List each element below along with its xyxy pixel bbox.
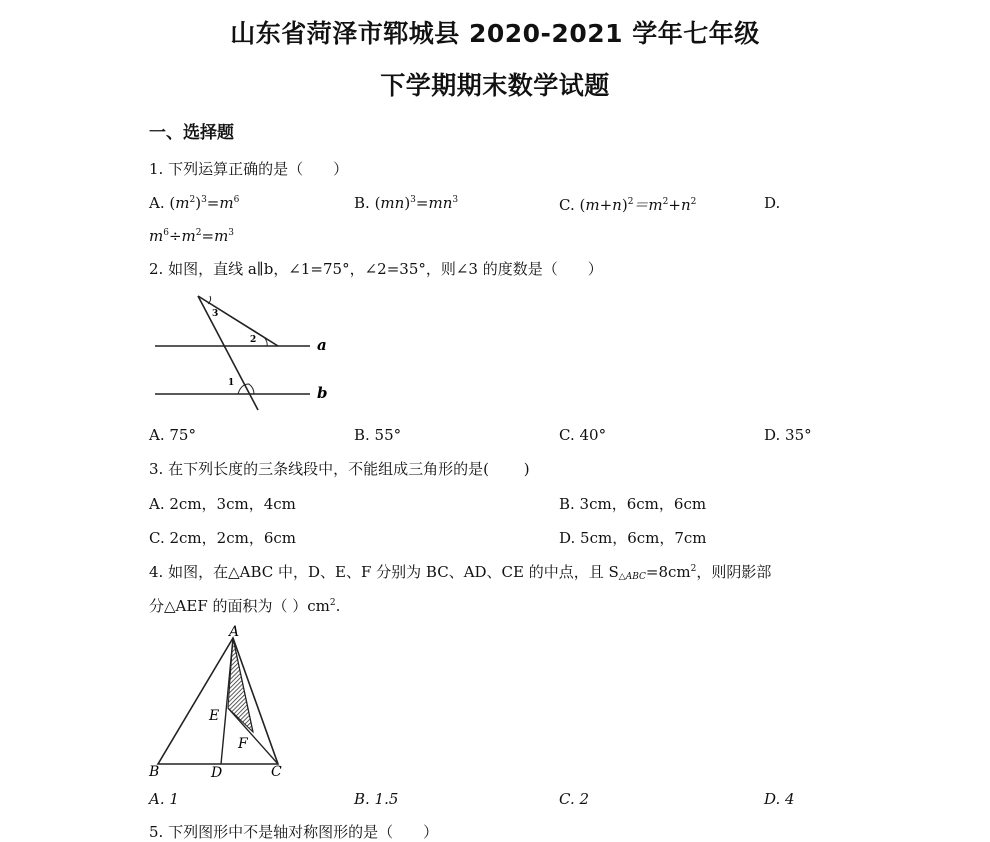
point-d-label: D (211, 765, 223, 781)
line-b-label: b (317, 384, 328, 402)
angle-3-label: 3 (212, 309, 219, 319)
point-c-label: C (271, 764, 282, 780)
question-2-option-d: D. 35° (764, 426, 812, 444)
section-heading: 一、选择题 (149, 123, 234, 143)
question-3-option-d: D. 5cm，6cm，7cm (559, 529, 707, 547)
transversal-line (198, 296, 258, 410)
question-5-stem-cutoff: 5. 下列图形中不是轴对称图形的是（ ） (149, 823, 439, 841)
segment-ec (228, 708, 278, 764)
question-2-stem: 2. 如图，直线 a∥b，∠1=75°，∠2=35°，则∠3 的度数是（ ） (149, 260, 603, 278)
question-2-option-c: C. 40° (559, 426, 607, 444)
question-4-option-a: A. 1 (149, 790, 179, 808)
question-3-option-c: C. 2cm，2cm，6cm (149, 529, 296, 547)
angle-1-label: 1 (228, 378, 235, 388)
triangle-abc (158, 638, 278, 764)
triangle-side (198, 296, 278, 346)
point-e-label: E (209, 708, 220, 724)
question-1-stem: 1. 下列运算正确的是（ ） (149, 160, 349, 178)
point-f-label: F (238, 736, 248, 752)
point-b-label: B (149, 764, 160, 780)
question-4-option-b: B. 1.5 (354, 790, 399, 808)
question-3-option-b: B. 3cm，6cm，6cm (559, 495, 707, 513)
question-1-option-a: A. $(m^2)^3=m^6$ (149, 194, 240, 212)
angle-2-label: 2 (250, 335, 257, 345)
question-4-option-c: C. 2 (559, 790, 590, 808)
line-a-label: a (317, 336, 327, 354)
question-2-option-b: B. 55° (354, 426, 402, 444)
question-2-figure (150, 290, 350, 412)
question-4-figure (145, 624, 295, 784)
question-2-option-a: A. 75° (149, 426, 196, 444)
question-3-option-a: A. 2cm，3cm，4cm (149, 495, 296, 513)
point-a-label: A (229, 624, 240, 640)
question-4-stem-line2: 分△AEF 的面积为（ ）$cm^2$. (149, 597, 341, 615)
question-4-stem-line1: 4. 如图，在△ABC 中，D、E、F 分别为 BC、AD、CE 的中点，且 $S_{\triangle ABC}=8cm^2$，则阴影部 (149, 563, 772, 582)
question-4-option-d: D. 4 (764, 790, 795, 808)
question-1-option-d-label: D. (764, 194, 781, 212)
page-title-line1: 山东省菏泽市郓城县 2020-2021 学年七年级 (230, 19, 760, 48)
page-title-line2: 下学期期末数学试题 (380, 71, 610, 100)
question-1-option-c: C. $(m+n)^2=m^2+n^2$ (559, 196, 697, 214)
question-3-stem: 3. 在下列长度的三条线段中，不能组成三角形的是( ) (149, 460, 530, 478)
question-1-option-b: B. $(mn)^3=mn^3$ (354, 194, 459, 212)
question-1-option-d-body: $m^6\div m^2=m^3$ (149, 227, 235, 245)
